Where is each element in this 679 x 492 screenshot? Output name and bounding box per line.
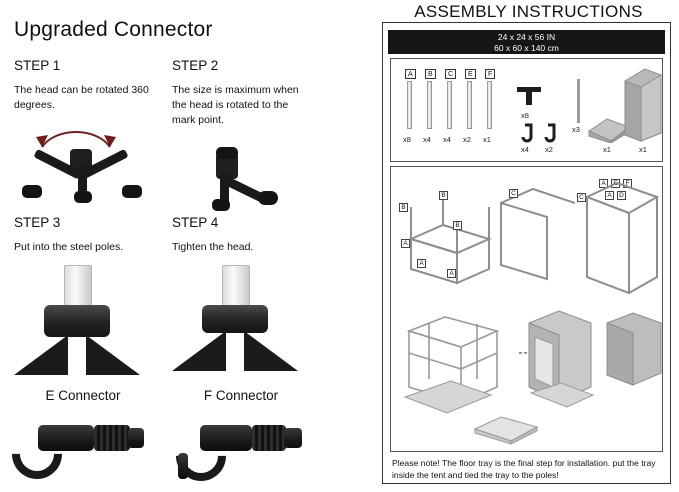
assembly-title: ASSEMBLY INSTRUCTIONS: [414, 2, 643, 21]
part-rod-b: [427, 81, 432, 129]
part-tag-b: B: [425, 69, 436, 79]
part-qty-f: x1: [483, 135, 491, 144]
diagram-label-e-1: E: [611, 179, 620, 188]
step-1-description: The head can be rotated 360 degrees.: [14, 84, 149, 112]
e-connector-block: [8, 388, 158, 481]
diagram-label-a-3: A: [447, 269, 456, 278]
part-rod-f: [487, 81, 492, 129]
e-connector-illustration: [8, 419, 168, 481]
part-rod-a: [407, 81, 412, 129]
diagram-label-f-1: F: [623, 179, 632, 188]
step-3-illustration: [14, 265, 164, 370]
installation-note: Please note! The floor tray is the final step for installation. put the tray inside the tent and tied the tray to the poles!: [392, 458, 656, 480]
size-bar: [388, 30, 665, 54]
rotation-arrow-icon: [34, 125, 118, 151]
part-tag-a: A: [405, 69, 416, 79]
diagram-label-a-1: A: [401, 239, 410, 248]
step-4-illustration: [172, 265, 322, 370]
step-1-block: [14, 58, 174, 215]
hook-connector-qty: x4: [521, 145, 529, 154]
step-2-block: [172, 58, 332, 223]
diagram-label-a-2: A: [417, 259, 426, 268]
f-connector-illustration: [166, 419, 326, 481]
step-3-description: Put into the steel poles.: [14, 241, 124, 253]
diagram-label-b-1: B: [399, 203, 408, 212]
tent-cover-qty: x1: [639, 145, 647, 154]
e-connector-label: E Connector: [45, 388, 121, 403]
tent-cover-icon: [623, 67, 663, 143]
step-2-label: STEP 2: [172, 58, 219, 73]
diagram-label-b-3: B: [453, 221, 462, 230]
part-rod-e: [467, 81, 472, 129]
parts-list-box: [390, 58, 663, 162]
f-connector-block: [166, 388, 316, 481]
step-4-block: [172, 215, 332, 370]
clip-qty: x2: [545, 145, 553, 154]
tent-open-icon: [521, 307, 599, 419]
clip-icon: [543, 123, 561, 145]
part-tag-e: E: [465, 69, 476, 79]
part-tag-c: C: [445, 69, 456, 79]
step-3-block: [14, 215, 174, 370]
diagram-label-c-1: C: [509, 189, 518, 198]
diagram-label-b-2: B: [439, 191, 448, 200]
pin-qty: x3: [572, 125, 580, 134]
tent-closed-icon: [601, 309, 667, 399]
diagram-label-d-1: D: [617, 191, 626, 200]
frame-exploded-diagram: [395, 173, 575, 293]
size-line-2: 60 x 60 x 140 cm: [494, 42, 559, 53]
part-rod-c: [447, 81, 452, 129]
part-qty-e: x2: [463, 135, 471, 144]
tray-install-diagram: [399, 309, 519, 419]
page-title: Upgraded Connector: [14, 18, 213, 41]
corner-joint-icon: [515, 85, 543, 107]
step-1-illustration: [14, 125, 164, 215]
step-4-label: STEP 4: [172, 215, 219, 230]
pin-icon: [577, 79, 580, 123]
frame-assembled-diagram: [577, 173, 661, 299]
floor-tray-qty: x1: [603, 145, 611, 154]
f-connector-label: F Connector: [203, 388, 279, 403]
diagram-label-a-4: A: [599, 179, 608, 188]
corner-joint-qty: x8: [521, 111, 529, 120]
frame-assembly-box: [390, 166, 663, 452]
hook-connector-icon: [519, 123, 539, 145]
size-line-1: 24 x 24 x 56 IN: [497, 32, 556, 42]
diagram-label-c-2: C: [577, 193, 586, 202]
step-1-label: STEP 1: [14, 58, 61, 73]
step-2-illustration: [172, 133, 322, 223]
right-panel: [378, 0, 679, 492]
step-3-label: STEP 3: [14, 215, 61, 230]
diagram-label-a-5: A: [605, 191, 614, 200]
floor-tray-bottom-icon: [471, 413, 541, 445]
part-qty-c: x4: [443, 135, 451, 144]
step-4-description: Tighten the head.: [172, 241, 254, 253]
part-tag-f: F: [485, 69, 495, 79]
part-qty-a: x8: [403, 135, 411, 144]
part-qty-b: x4: [423, 135, 431, 144]
step-2-description: The size is maximum when the head is rotated to the mark point.: [172, 84, 299, 127]
